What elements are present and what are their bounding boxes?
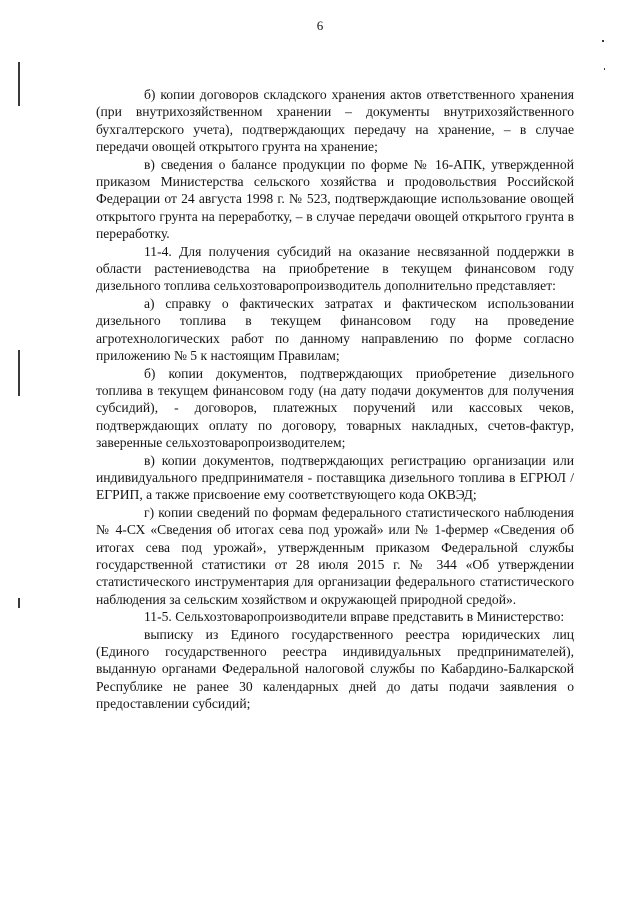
scan-mark-right-second	[604, 68, 605, 70]
document-body	[96, 86, 574, 713]
paragraph-a-expense-certificate: а) справку о фактических затратах и фактическом использовании дизельного топлива в текущем финансовом году на проведение агротехнологических работ по данному направлению по форме согласно приложению № 5 к настоящим Правилам;	[96, 295, 574, 364]
scan-mark-left-middle	[18, 350, 20, 396]
paragraph-b-purchase-documents: б) копии документов, подтверждающих приобретение дизельного топлива в текущем финансовом году (на дату подачи документов для получения субсидий), - договоров, платежных поручений или кассовых чеков, подтверждающих оплату по договору, товарных накладных, счетов-фактур, заверенные сельхозтоваропроизводителем;	[96, 365, 574, 451]
paragraph-v-product-balance: в) сведения о балансе продукции по форме № 16-АПК, утвержденной приказом Министерства сельского хозяйства и продовольствия Российской Федерации от 24 августа 1998 г. № 523, подтверждающие использование овощей открытого грунта на переработку, – в случае передачи овощей открытого грунта в переработку.	[96, 156, 574, 242]
paragraph-11-5: 11-5. Сельхозтоваропроизводители вправе представить в Министерство:	[144, 609, 565, 625]
page-number: 6	[316, 18, 324, 33]
scan-mark-right-top	[602, 40, 604, 42]
paragraph-b-storage-contracts: б) копии договоров складского хранения актов ответственного хранения (при внутрихозяйственном хранении – документы внутрихозяйственного бухгалтерского учета), подтверждающих передачу на хранение, – в случае передачи овощей открытого грунта на хранение;	[96, 87, 574, 155]
paragraph-registry-extract: выписку из Единого государственного реестра юридических лиц (Единого государственного реестра индивидуальных предпринимателей), выданную органами Федеральной налоговой службы по Кабардино-Балкарской Республике не ранее 30 календарных дней до даты подачи заявления о предоставлении субсидий;	[96, 626, 574, 712]
scan-mark-left-top	[18, 62, 20, 106]
paragraph-v-supplier-registration: в) копии документов, подтверждающих регистрацию организации или индивидуального предпринимателя - поставщика дизельного топлива в ЕГРЮЛ /ЕГРИП, а также присвоение ему соответствующего кода ОКВЭД;	[96, 452, 574, 503]
paragraph-g-statistics-forms: г) копии сведений по формам федерального статистического наблюдения № 4-СХ «Сведения об итогах сева под урожай» или № 1-фермер «Сведения об итогах сева под урожай», утвержденным приказом Федеральной службы государственной статистики от 28 июля 2015 г. № 344 «Об утверждении статистического инструментария для организации федерального статистического наблюдения за сельским хозяйством и окружающей природной средой».	[96, 504, 574, 607]
paragraph-11-4: 11-4. Для получения субсидий на оказание несвязанной поддержки в области растениеводства на приобретение в текущем финансовом году дизельного топлива сельхозтоваропроизводитель дополнительно представляет:	[96, 243, 574, 294]
scan-mark-left-lower	[18, 598, 20, 608]
